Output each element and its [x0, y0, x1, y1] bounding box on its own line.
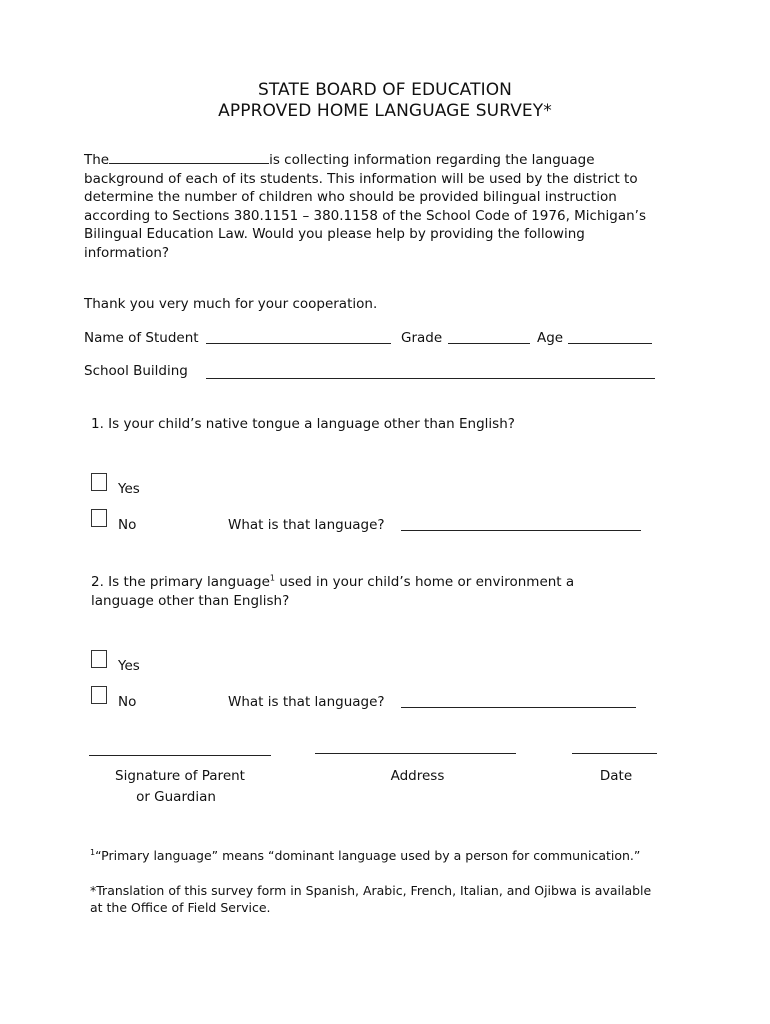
age-field[interactable]: [568, 343, 652, 344]
footnote-primary-language-text: “Primary language” means “dominant language used by a person for communication.”: [95, 848, 641, 863]
question-2-line1: [91, 574, 574, 590]
intro-line-3: determine the number of children who should be provided bilingual instruction: [84, 189, 617, 206]
translation-note-line1: *Translation of this survey form in Spanish, Arabic, French, Italian, and Ojibwa is available: [90, 883, 652, 898]
district-name-blank[interactable]: [109, 151, 269, 164]
q2-language-field[interactable]: [401, 707, 636, 708]
address-field[interactable]: [315, 753, 516, 754]
q2-yes-checkbox[interactable]: [91, 650, 107, 668]
q2-what-language-label: What is that language?: [228, 694, 385, 710]
q1-language-field[interactable]: [401, 530, 641, 531]
question-2-part1: 2. Is the primary language: [91, 574, 270, 590]
q2-no-label: No: [118, 694, 137, 710]
q2-no-checkbox[interactable]: [91, 686, 107, 704]
question-2-part2: used in your child’s home or environment a: [275, 574, 575, 590]
grade-label: Grade: [401, 330, 443, 346]
intro-line-4: according to Sections 380.1151 – 380.1158 of the School Code of 1976, Michigan’s: [84, 207, 647, 224]
signature-field[interactable]: [89, 755, 271, 756]
thanks-text: Thank you very much for your cooperation.: [84, 296, 378, 312]
student-name-field[interactable]: [206, 343, 391, 344]
footnote-ref-1: 1: [269, 573, 275, 583]
student-name-label: Name of Student: [84, 330, 199, 346]
translation-note-line2: at the Office of Field Service.: [90, 900, 271, 915]
date-field[interactable]: [572, 753, 657, 754]
address-label: Address: [390, 768, 445, 784]
survey-title-line2: APPROVED HOME LANGUAGE SURVEY*: [218, 101, 552, 121]
date-label: Date: [599, 768, 633, 784]
age-label: Age: [537, 330, 564, 346]
intro-paragraph: [84, 151, 674, 263]
school-building-label: School Building: [84, 363, 188, 379]
intro-body-line1: is collecting information regarding the language: [269, 152, 595, 168]
q1-what-language-label: What is that language?: [228, 517, 385, 533]
school-building-field[interactable]: [206, 378, 655, 379]
intro-lead: The: [84, 152, 110, 168]
q1-no-label: No: [118, 517, 137, 533]
question-1-text: 1. Is your child’s native tongue a language other than English?: [91, 416, 515, 432]
q1-yes-checkbox[interactable]: [91, 473, 107, 491]
signature-label-line1: Signature of Parent: [115, 768, 245, 784]
signature-label-line2: or Guardian: [136, 789, 216, 805]
footnote-number: 1: [90, 847, 96, 857]
intro-line-1: [84, 151, 674, 170]
grade-field[interactable]: [448, 343, 530, 344]
q1-yes-label: Yes: [118, 481, 140, 497]
intro-line-2: background of each of its students. This information will be used by the district to: [84, 170, 638, 187]
intro-line-5: Bilingual Education Law. Would you please help by providing the following: [84, 226, 585, 243]
survey-title-line1: STATE BOARD OF EDUCATION: [258, 80, 512, 100]
q1-no-checkbox[interactable]: [91, 509, 107, 527]
question-2-line2: language other than English?: [91, 593, 290, 609]
footnote-primary-language: [90, 848, 640, 863]
intro-line-6: information?: [84, 244, 170, 261]
q2-yes-label: Yes: [118, 658, 140, 674]
